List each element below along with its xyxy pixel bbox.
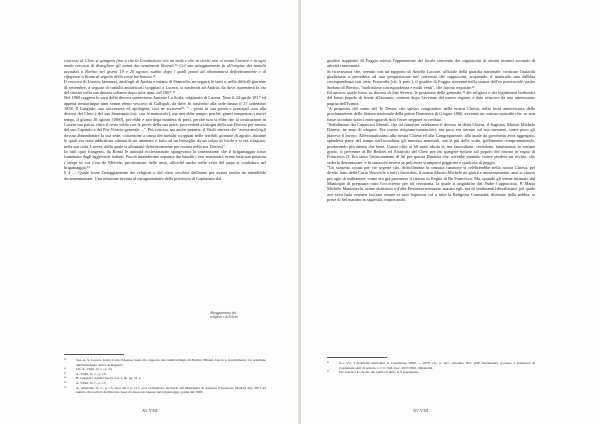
left-paragraph-2: Il vescovo di Lucera, Iannuzzi, anch'egli di Andria e intimo di Francolla, ne seguirà le sorti e, nelle difficili giornate di settembre, a seguito di tumulti antiofiscali scoppiati a Lucera, si trasferirà ad Andria, da dove riprenderà la via del ritorno nella sua diocesi soltanto dopo sette anni, nel 1867.¹⁷ [64,79,266,96]
footnote-rule [64,354,124,355]
left-paragraph-1: concessi al Clero si spingeva fino a che la Costituzione era un male e che in ciechi non vi erano Cantere e in ogni modo cercava di distogliere gli animi dai sentimenti liberali.¹⁵ Col suo atteggiamento fu all'origine dei tumulti accaduti a Bovino nei giorni 19 e 20 agosto, subito dopo i quali passò ad allontanarsi definitivamente e di rifugiarsi a Roma al seguito della corte borbonica.¹⁶ [64,58,266,80]
footnote-number: ¹⁸ [64,376,67,381]
footnote-text: B. Gargiulo, Apulia Sacra, vol. I, ab. pp. 5f, s. [76,376,142,381]
right-paragraph-1: giudice supplente di Foggia attesta l'opposizione del locale convento dei cappuccini di alcuni monaci accusati di attività reazionaria. [327,58,535,69]
left-body-text [64,58,266,181]
right-page-number: XCVIII [413,408,429,413]
left-paragraph-5: § 4 — Quale fosse l'atteggiamento dei religiosi e del clero secolare dall'anno più avanti risulta da attendibile documentazione. Una relazione inviata al risorgimentaire della provincia di Capitanata dal [64,170,266,181]
right-footnotes [327,357,535,375]
left-paragraph-3: Nel 1860 reggeva le sorti della diocesi sansevirese Antonio La Scala, originario di Lucera. Nato il 24 aprile 1817 ed appena trentacinque anni venne eletto vescovo di Gallipoli, da dove fu trasferito alla sede dauna il 27 settembre 1858. Il Gargiulo, suo successore ed apologeta, così ne scriveva¹⁸: "... posto in sua prima e principal cura alla diocesi del Clero e del suo Seminario [sic, con le maiuscole]; ma non ebbe tempo, perché, giunti tempestosi i nuovi tempi, il giorno 16 agosto [1860], per ebbe e sacrilega maniera di preti, perché non si ebbe che la costituzione in Lucera sua patria, ritirò il cesto solito con le prove della sua pietà, provvederà a bisogni della sua Diocesi per mezzo del suo Capitolo e del Pro-Vicario-generale ...". Più concisa, ma anche pesante, il Vitali sincera che "aveva anch'egli dovuto abbandonare la sua sede, costrettone a causa dei tumulti scoppiati nelle terribili giornate di agosto, durante le quali era stata addirittura vittima di un attentato e fatto ad un bersaglio da un colpo di fucile e si era rifugiato, nella sua città, Lucera, dalla quale si allontanò definitivamente per recarsi nella sua Diocesi". [64,95,266,149]
right-paragraph-6: "Un sospetto costui per vie segrete che, difficilmente la censura funzione si celebrerebbe nella nostra Chiesa, pel diretto fatto della Curia Vescovile a tutti i Sacerdoti, il nostro Mastro Michele no gioirà e immensamente, anzi si chiuso più agio di militanteri, come era già promesso il ritorno in Regno di Re Francesco. Ma, quando gli venne intimato dal Municipio di preparare tutto l'occorrente per tal cerimonia, la quale si ungiubilse dal Padre Cappuccino, P. Maria Michele Mancinechi, uomo dottisimo e d'alta Premessa memoria; mastro egli, ma dì sentimenti liberalissimi, pel quale ave avea fatto vermeri lasciare senare ai suoi Superiori col a tutta la Religiosa Comunità; divenuto dalla nebbia, si prese di bel mattino in sagrestia, imprecando, [327,164,535,202]
right-page [301,0,600,424]
footnote-number: ²¹ [327,361,330,365]
footnote-number: ²² [327,370,330,375]
left-page [0,0,299,424]
left-paragraph-4: In tutti quei frangenti, da Roma le autorità ecclesiastiche spargevano la convinzione che il brigantaggio fosse fomentato dagli aggressori italiani. Perciò intendevano separare dai banditi i veri reazionari; erano tutte sua passioni i tempi in cui c'era de Mérode, pro-ministro delle armi, allorché anche nelle vesti del papa si confidava nel brigantaggio.¹⁹ [64,148,266,170]
footnote [327,370,535,375]
left-footnotes [64,354,266,395]
footnote-number: ¹⁵ [64,358,67,362]
footnote-text: Cfr. A. Vitali, O. c., p. 14. [76,367,113,372]
margin-note: Atteggiamento dei religiosi e del clero [210,311,238,320]
footnote-text: A. Vitali, O. c., p. 15. [76,380,107,385]
footnote-number: ¹⁹ [64,380,67,385]
footnote-text: A.s. Vv., I problemi dell'Unità in Capitanata, 1860 — 1870, cit., p. 227, schedino 301: ASF, Intendenza, governo e prefettura di Capitanata, Atti di polizia, s. I, b. 190, fasc. 2057/1861, Mirabella. [339,361,535,370]
footnote-text: A. Vitali, O. c., p. 16. [76,371,107,376]
footnote-number: ¹⁷ [64,371,67,376]
footnote [64,386,266,395]
footnote-rule [327,357,387,358]
left-page-number: XCVIII [142,408,158,413]
footnote-number: ²⁰ [64,385,67,390]
right-body-text [327,58,535,202]
footnote-text: Per volere a La Scala, dai quali c'è detto al § precedente. [339,370,420,375]
right-paragraph-3: Ed ancora: quale fosse, in diocesi di San Severo, la posizione della generale,²² dei religiosi e dei legittimisti borbonici del basso popolo di fronte all'assunto, creatosi dopo l'avvento del nuovo regime, è dato evincere da una interessante pagina dell'Ivinici: [327,90,535,106]
footnote [64,358,266,367]
footnote-text: A. Albertini, O. c., p. 15, nota 49 a p. 117, ov'è richiamato: Archivio del Ministerio di Asuntos Exteriores, Madrid, leg. 2671 ad nunzio che rachi il de Mérode causò di essere un fautore del brigantaggio prima del 1865. [76,385,266,395]
footnote-number: ¹⁶ [64,367,67,372]
right-paragraph-4: "A proposito del canto del Te Deum, che spesso congiuntivo nella nostra Chiesa, nella festa anniversaria della proclamazione dello Statuto nazionale della prima Domenica di Giugno 1866, avvenne un curioso episodio che, se non fosse accaduto sotto i miei sguardi, non l'avrei neppure io creduto. [327,106,535,122]
right-paragraph-5: "Stabilimmo dai Capuccini liberali, che tal funzione celebrasse il devoso in detta Chiesa, il Sagrista, Mastro Michele Danese, ne anso di ufogare. Era contro avigiano-monarchici, ma poco era veruno sul suo mestiere, come poco gli piaceva il lavoro. Affezionatissimo alla nostra Chiesa ed alla Congregazione, alla quale da giovinetto avea aggregato, spendeva parte del tempo nell'accudirne gli interessi materiali, ma il più delle volte, goffamente compromettendo, producendo più danno che bene. Uomo oltre ai 60 anni, idiota sì, ma fanciullone, credulone, fanatissimo in somma grado, si pervenne al Re Redirei ed Alstricati del Clero per far spargere notizie sul popolo del ritorno in regno di Francesco II. Era tanto l'attaccamento di lui per questa Dinastia che, avrebbe piantato volare perdere un occhio, che vederla detronizzare: e fù miracolo invece se pub esser scamparsi peggiorie e qualcosa di peggio. [327,122,535,165]
footnote [327,361,535,370]
right-paragraph-2: Si ricostruisca che, avendo con un rapporto di Aniello Lacorte, ufficiale della guardia nazionale, costituto l'autorità giudiziaria a procedere ad una perquisizione nel convento dei cappuccini, scoprendo il materiale una dalbbia corrispondenza con certo Francolla (cfr. § prec.), il giudice di Foggia rinvenne nella stanza dell'ex provinciale, padre Stefano di Bovino, "moltissime corrispondenza e molti venti", che furono requisite.²¹ [327,68,535,90]
footnote-text: Sez. A. S. Lucera, fondo Corte d'Assise, busta 10, rapporto del Giudice Regio di Bovino; Bisleri, fascio 1, incartamento 14, relazione dell'Intendente dauca di Bugarèl. [76,358,266,367]
